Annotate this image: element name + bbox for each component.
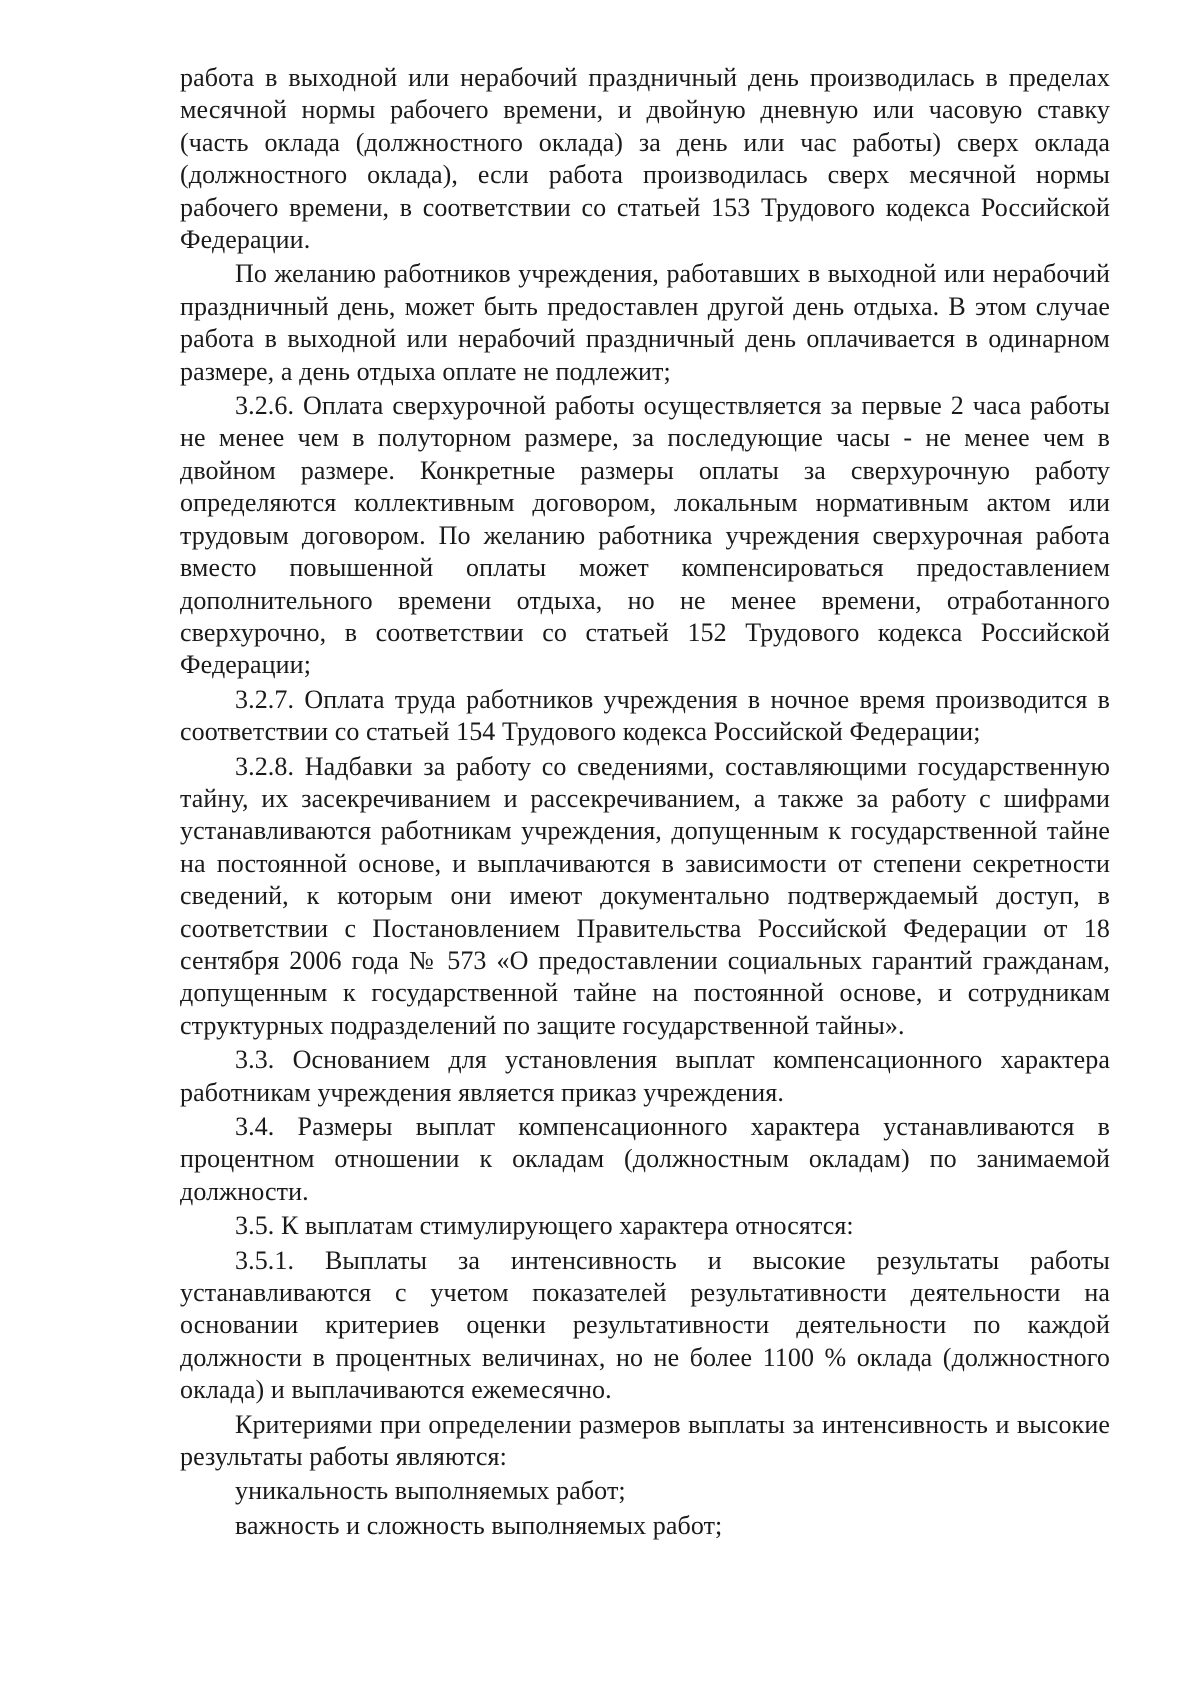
paragraph-3-2-8: 3.2.8. Надбавки за работу со сведениями, составляющими государственную тайну, их засекречиванием и рассекречиванием, а также за работу с шифрами устанавливаются работникам учреждения, допущенным к государственной тайне на постоянной основе, и выплачиваются в зависимости от степени секретности сведений, к которым они имеют документально подтверждаемый доступ, в соответствии с Постановлением Правительства Российской Федерации от 18 сентября 2006 года № 573 «О предоставлении социальных гарантий гражданам, допущенным к государственной тайне на постоянной основе, и сотрудникам структурных подразделений по защите государственной тайны». (180, 751, 1110, 1040)
paragraph-criteria-intro: Критериями при определении размеров выплаты за интенсивность и высокие результаты работы являются: (180, 1409, 1110, 1472)
paragraph-day-off-option: По желанию работников учреждения, работавших в выходной или нерабочий праздничный день, может быть предоставлен другой день отдыха. В этом случае работа в выходной или нерабочий праздничный день оплачивается в одинарном размере, а день отдыха оплате не подлежит; (180, 259, 1110, 386)
paragraph-3-3: 3.3. Основанием для установления выплат компенсационного характера работникам учреждения является приказ учреждения. (180, 1045, 1110, 1107)
paragraph-3-4: 3.4. Размеры выплат компенсационного характера устанавливаются в процентном отношении к окладам (должностным окладам) по занимаемой должности. (180, 1112, 1110, 1206)
paragraph-3-2-7: 3.2.7. Оплата труда работников учреждения в ночное время производится в соответствии со статьей 154 Трудового кодекса Российской Федерации; (180, 684, 1110, 747)
list-item: важность и сложность выполняемых работ; (235, 1510, 723, 1540)
paragraph-3-2-6: 3.2.6. Оплата сверхурочной работы осуществляется за первые 2 часа работы не менее чем в полуторном размере, за последующие часы - не менее чем в двойном размере. Конкретные размеры оплаты за сверхурочную работу определяются коллективным договором, локальным нормативным актом или трудовым договором. По желанию работника учреждения сверхурочная работа вместо повышенной оплаты может компенсироваться предоставлением дополнительного времени отдыха, но не менее времени, отработанного сверхурочно, в соответствии со статьей 152 Трудового кодекса Российской Федерации; (180, 391, 1110, 680)
paragraph-continuation: работа в выходной или нерабочий праздничный день производилась в пределах месячной нормы рабочего времени, и двойную дневную или часовую ставку (часть оклада (должностного оклада) за день или час работы) сверх оклада (должностного оклада), если работа производилась сверх месячной нормы рабочего времени, в соответствии со статьей 153 Трудового кодекса Российской Федерации. (180, 63, 1110, 255)
document-body (180, 62, 1110, 1544)
paragraph-3-5: 3.5. К выплатам стимулирующего характера относятся: (235, 1211, 854, 1241)
paragraph-3-5-1: 3.5.1. Выплаты за интенсивность и высокие результаты работы устанавливаются с учетом показателей результативности деятельности на основании критериев оценки результативности деятельности по каждой должности в процентных величинах, но не более 1100 % оклада (должностного оклада) и выплачиваются ежемесячно. (180, 1245, 1110, 1405)
list-item: уникальность выполняемых работ; (235, 1476, 626, 1506)
